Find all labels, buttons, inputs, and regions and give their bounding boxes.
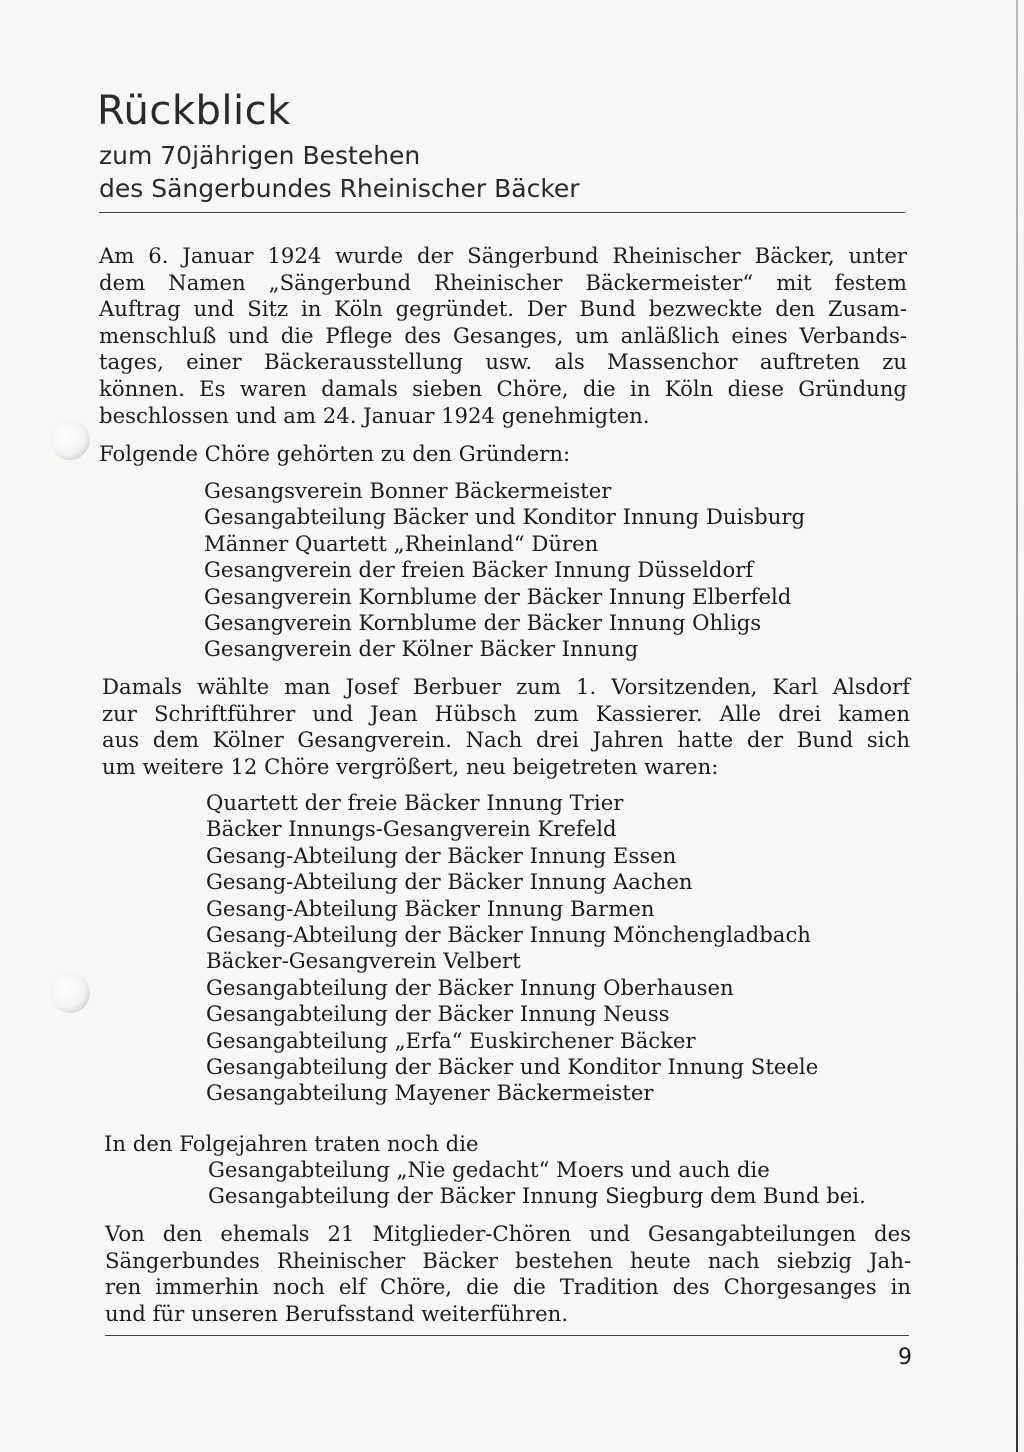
list-item: Bäcker Innungs-Gesangverein Krefeld (206, 816, 617, 842)
text-line: beschlossen und am 24. Januar 1924 genehmigten. (99, 402, 650, 428)
text-line: ren immerhin noch elf Chöre, die die Tradition des Chorgesanges in (105, 1274, 911, 1300)
text-line: In den Folgejahren traten noch die (104, 1131, 479, 1156)
text-line: können. Es waren damals sieben Chöre, die in Köln diese Gründung (99, 375, 907, 401)
list-item: Gesangverein Kornblume der Bäcker Innung Ohligs (204, 610, 762, 636)
later-members-list (208, 1157, 866, 1210)
heading-divider (99, 212, 905, 213)
paragraph-today (105, 1221, 911, 1327)
text-line: aus dem Kölner Gesangverein. Nach drei Jahren hatte der Bund sich (102, 727, 910, 753)
text-line: um weitere 12 Chöre vergrößert, neu beigetreten waren: (102, 753, 719, 779)
text-line: dem Namen „Sängerbund Rheinischer Bäckermeister“ mit festem (99, 269, 907, 295)
punch-hole (50, 420, 90, 460)
text-line: menschluß und die Pflege des Gesanges, um anläßlich eines Verbands- (99, 322, 907, 348)
list-item: Gesang-Abteilung der Bäcker Innung Mönchengladbach (206, 922, 811, 948)
list-item: Gesangabteilung der Bäcker und Konditor Innung Steele (206, 1054, 819, 1080)
paragraph-later-years (104, 1131, 912, 1158)
text-line: tages, einer Bäckerausstellung usw. als Massenchor auftreten zu (99, 349, 907, 375)
paragraph-founding (99, 243, 907, 429)
text-line: Auftrag und Sitz in Köln gegründet. Der Bund bezweckte den Zusam- (99, 296, 907, 322)
punch-hole (50, 973, 90, 1013)
page-title: Rückblick (97, 88, 291, 134)
subtitle-line: zum 70jährigen Bestehen (99, 141, 421, 170)
text-line: Damals wählte man Josef Berbuer zum 1. Vorsitzenden, Karl Alsdorf (102, 674, 910, 699)
list-item: Gesangverein Kornblume der Bäcker Innung Elberfeld (204, 583, 792, 609)
list-item: Quartett der freie Bäcker Innung Trier (206, 790, 624, 815)
list-item: Gesangverein der freien Bäcker Innung Düsseldorf (204, 557, 754, 583)
subtitle-line: des Sängerbundes Rheinischer Bäcker (99, 174, 580, 203)
list-item: Gesangabteilung der Bäcker Innung Neuss (206, 1001, 670, 1027)
list-item: Gesangsverein Bonner Bäckermeister (204, 478, 612, 503)
text-line: Folgende Chöre gehörten zu den Gründern: (99, 441, 571, 466)
footer-divider (105, 1335, 909, 1336)
paragraph-board (102, 674, 910, 780)
list-item: Gesangabteilung Mayener Bäckermeister (206, 1080, 654, 1106)
list-item: Gesangabteilung der Bäcker Innung Oberhausen (206, 974, 734, 1000)
text-line: und für unseren Berufsstand weiterführen. (105, 1300, 569, 1326)
list-item: Männer Quartett „Rheinland“ Düren (204, 530, 599, 556)
list-item: Gesangabteilung „Erfa“ Euskirchener Bäcker (206, 1027, 696, 1053)
text-line: Von den ehemals 21 Mitglieder-Chören und Gesangabteilungen des (105, 1221, 911, 1246)
list-item: Bäcker-Gesangverein Velbert (206, 948, 521, 974)
list-item: Gesang-Abteilung der Bäcker Innung Aachen (206, 869, 693, 895)
text-line: zur Schriftführer und Jean Hübsch zum Kassierer. Alle drei kamen (102, 700, 910, 726)
new-members-list (206, 790, 818, 1107)
text-line: Sängerbundes Rheinischer Bäcker bestehen heute nach siebzig Jah- (105, 1247, 911, 1273)
text-line: Am 6. Januar 1924 wurde der Sängerbund Rheinischer Bäcker, unter (99, 243, 907, 268)
list-item: Gesang-Abteilung Bäcker Innung Barmen (206, 895, 655, 921)
list-item: Gesangabteilung „Nie gedacht“ Moers und auch die (208, 1157, 770, 1182)
page-number: 9 (898, 1345, 912, 1370)
list-item: Gesang-Abteilung der Bäcker Innung Essen (206, 842, 677, 868)
founders-list (204, 478, 805, 663)
list-item: Gesangverein der Kölner Bäcker Innung (204, 636, 639, 662)
list-item: Gesangabteilung der Bäcker Innung Siegburg dem Bund bei. (208, 1183, 866, 1209)
list-item: Gesangabteilung Bäcker und Konditor Innung Duisburg (204, 504, 806, 530)
page-edge (1016, 0, 1018, 1452)
paragraph-founders-intro (99, 441, 907, 468)
